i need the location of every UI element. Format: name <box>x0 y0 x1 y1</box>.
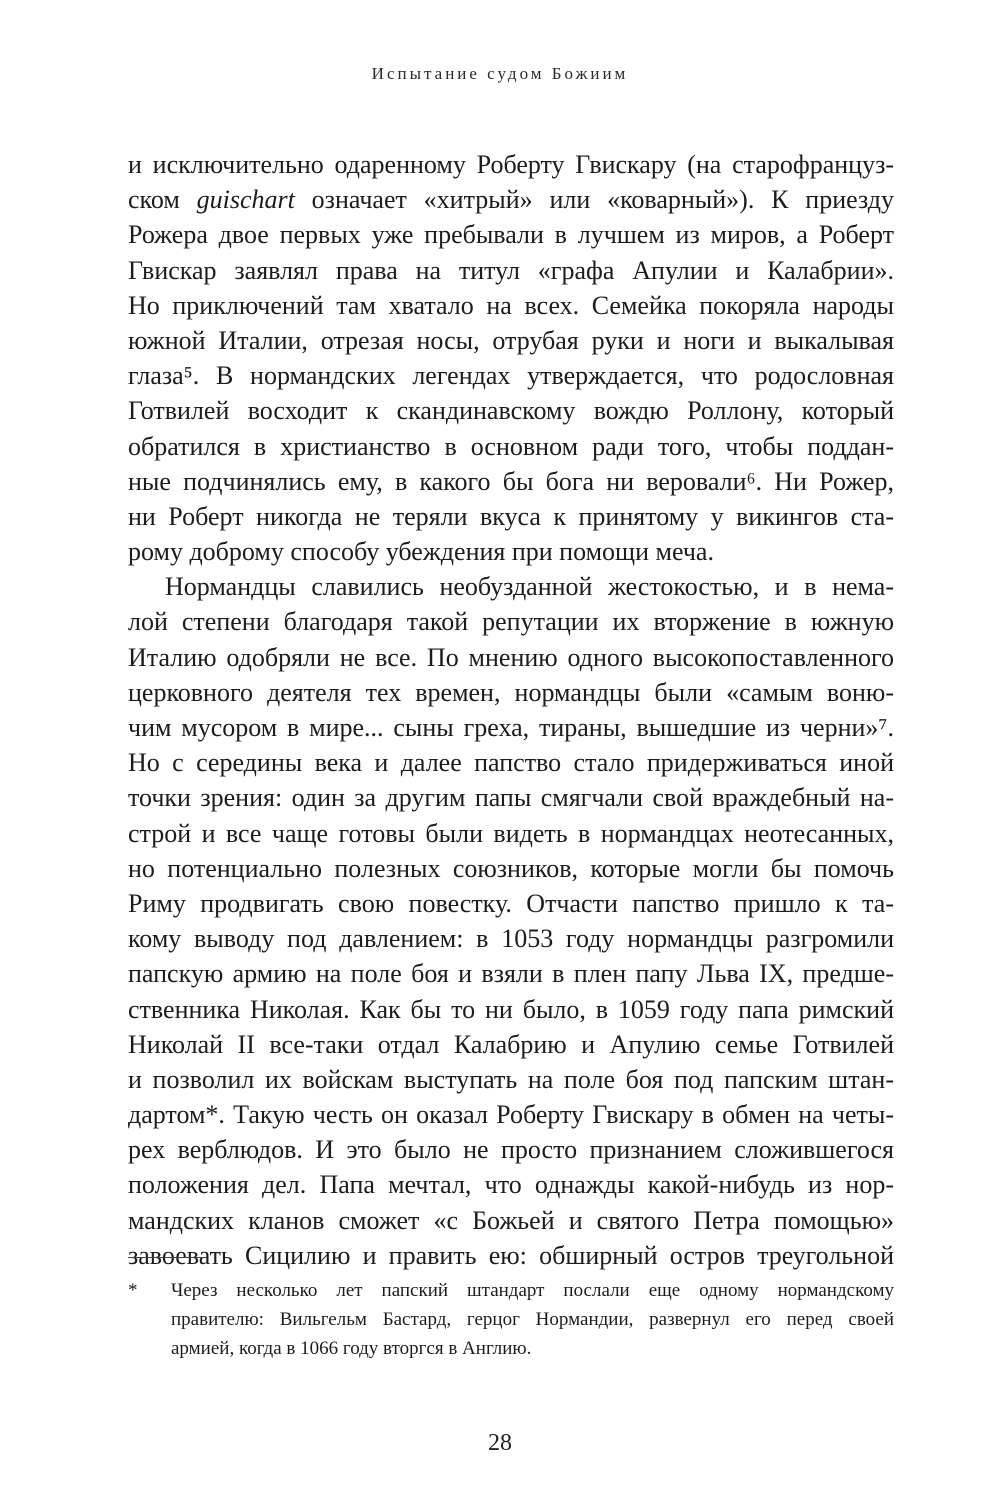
body-line: Италию одобряли не все. По мнению одного высокопоставленного <box>128 642 894 672</box>
body-line: Нормандцы славились необузданной жестокостью, и в нема- <box>165 572 894 602</box>
body-line: рому доброму способу убеждения при помощи меча. <box>128 537 714 567</box>
body-line: Гвискар заявлял права на титул «графа Апулии и Калабрии». <box>128 255 894 285</box>
body-line: положения дел. Папа мечтал, что однажды какой-нибудь из нор- <box>128 1170 894 1200</box>
body-line: ственника Николая. Как бы то ни было, в 1059 году папа римский <box>128 994 894 1024</box>
page-number: 28 <box>488 1430 512 1456</box>
body-line: Но с середины века и далее папство стало придерживаться иной <box>128 748 894 778</box>
footnote-line: армией, когда в 1066 году вторгся в Англию. <box>171 1338 532 1359</box>
body-line: строй и все чаще готовы были видеть в нормандцах неотесанных, <box>128 818 894 848</box>
body-line: ском guischart означает «хитрый» или «коварный»). К приезду <box>128 185 894 215</box>
body-line: и позволил их войскам выступать на поле боя под папским штан- <box>128 1064 894 1094</box>
body-line: и исключительно одаренному Роберту Гвискару (на старофранцуз- <box>128 150 894 179</box>
body-line: Риму продвигать свою повестку. Отчасти папство пришло к та- <box>128 888 894 918</box>
body-line: церковного деятеля тех времен, нормандцы были «самым воню- <box>128 677 894 707</box>
body-line: завоевать Сицилию и править ею: обширный остров треугольной <box>128 1240 894 1270</box>
body-line: чим мусором в мире... сыны греха, тираны, вышедшие из черни»⁷. <box>128 713 894 742</box>
body-line: мандских кланов сможет «с Божьей и святого Петра помощью» <box>128 1205 894 1235</box>
body-line: Готвилей восходит к скандинавскому вождю Роллону, который <box>128 396 894 426</box>
footnote-line: правителю: Вильгельм Бастард, герцог Нормандии, развернул его перед своей <box>171 1309 894 1330</box>
body-line: ни Роберт никогда не теряли вкуса к принятому у викингов ста- <box>128 501 894 531</box>
footnote-text <box>171 1276 894 1363</box>
footnote-separator <box>128 1257 204 1258</box>
body-line: глаза⁵. В нормандских легендах утверждается, что родословная <box>128 361 894 391</box>
body-line: ные подчинялись ему, в какого бы бога ни веровали⁶. Ни Рожер, <box>128 466 894 496</box>
body-line: точки зрения: один за другим папы смягчали свой враждебный на- <box>128 783 894 813</box>
body-line: Николай II все-таки отдал Калабрию и Апулию семье Готвилей <box>128 1029 894 1059</box>
body-line: дартом*. Такую честь он оказал Роберту Гвискару в обмен на четы- <box>128 1100 894 1130</box>
body-line: рех верблюдов. И это было не просто признанием сложившегося <box>128 1135 894 1165</box>
footnote-marker: * <box>128 1280 138 1301</box>
body-line: Рожера двое первых уже пребывали в лучшем из миров, а Роберт <box>128 220 894 250</box>
running-head: Испытание судом Божиим <box>371 64 629 83</box>
footnote-line: Через несколько лет папский штандарт послали еще одному нормандскому <box>171 1280 894 1301</box>
body-line: но потенциально полезных союзников, которые могли бы помочь <box>128 853 894 883</box>
body-line: Но приключений там хватало на всех. Семейка покоряла народы <box>128 290 894 320</box>
body-line: обратился в христианство в основном ради того, чтобы поддан- <box>128 431 894 461</box>
body-line: кому выводу под давлением: в 1053 году нормандцы разгромили <box>128 924 894 954</box>
body-line: лой степени благодаря такой репутации их вторжение в южную <box>128 607 894 637</box>
body-text <box>128 147 894 1273</box>
body-line: южной Италии, отрезая носы, отрубая руки и ноги и выкалывая <box>128 325 894 355</box>
body-line: папскую армию на поле боя и взяли в плен папу Льва IX, предше- <box>128 959 894 989</box>
